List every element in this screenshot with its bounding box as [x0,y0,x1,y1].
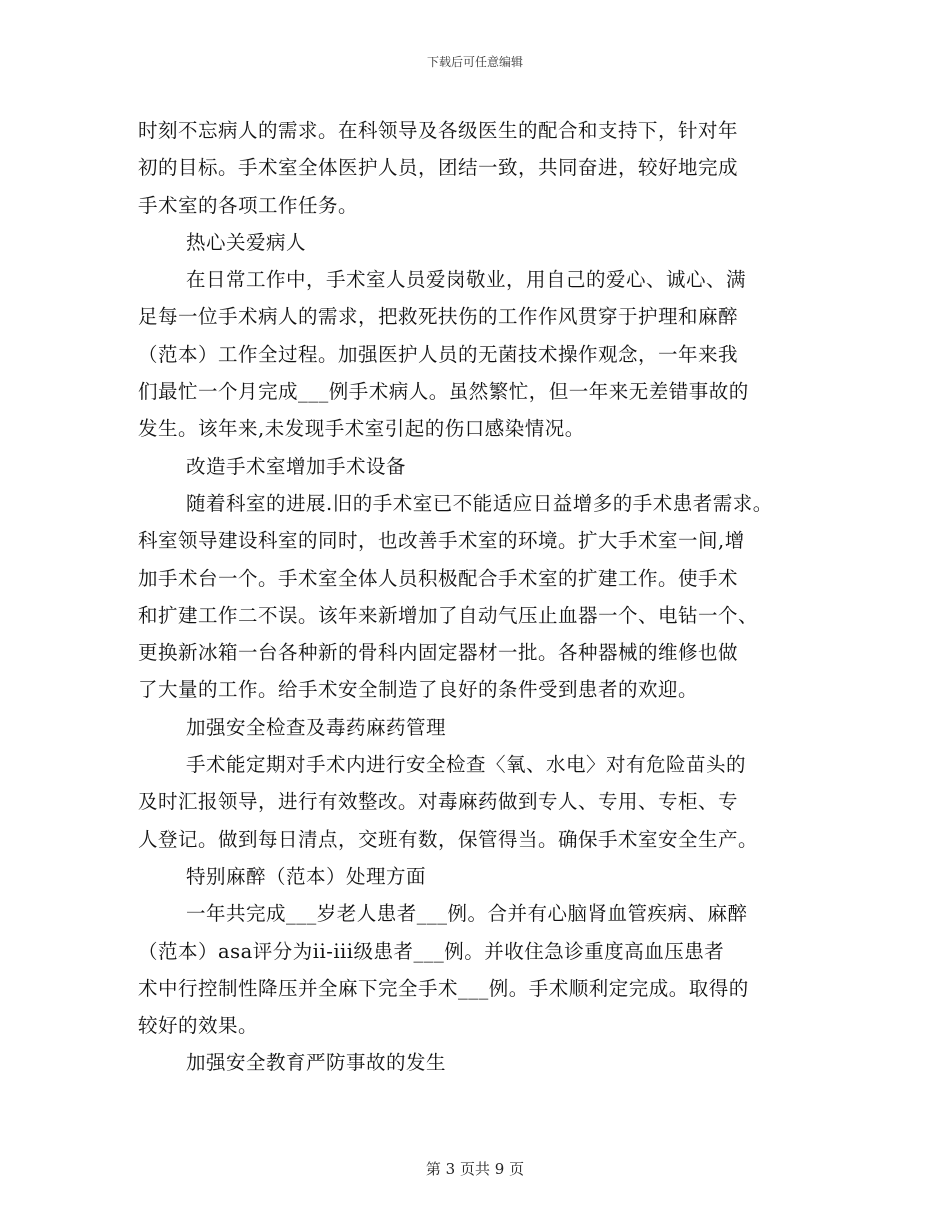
text-line: 随着科室的进展.旧的手术室已不能适应日益增多的手术患者需求。 [186,491,773,515]
text-line: 发生。该年来,未发现手术室引起的伤口感染情况。 [138,417,585,441]
text-line: （范本）工作全过程。加强医护人员的无菌技术操作观念，一年来我 [138,342,739,366]
text-line: 更换新冰箱一台各种新的骨科内固定器材一批。各种器械的维修也做 [138,641,739,665]
text-line: 们最忙一个月完成___例手术病人。虽然繁忙，但一年来无差错事故的 [138,380,749,404]
text-line: 特别麻醉（范本）处理方面 [186,864,427,888]
text-line: 科室领导建设科室的同时，也改善手术室的环境。扩大手术室一间,增 [138,529,745,553]
text-line: 加手术台一个。手术室全体人员积极配合手术室的扩建工作。使手术 [138,566,739,590]
text-line: 加强安全教育严防事故的发生 [186,1051,447,1075]
page-footer: 第 3 页共 9 页 [425,1160,525,1178]
text-line: 初的目标。手术室全体医护人员，团结一致，共同奋进，较好地完成 [138,156,739,180]
text-line: 在日常工作中，手术室人员爱岗敬业，用自己的爱心、诚心、满 [186,268,747,292]
text-line: 加强安全检查及毒药麻药管理 [186,715,447,739]
text-line: 改造手术室增加手术设备 [186,454,407,478]
text-line: 热心关爱病人 [186,230,307,254]
text-line: （范本）asa评分为ii-iii级患者___例。并收住急诊重度高血压患者 [138,939,725,963]
page-header: 下载后可任意编辑 [426,55,523,69]
text-line: 人登记。做到每日清点，交班有数，保管得当。确保手术室安全生产。 [138,827,759,851]
text-line: 较好的效果。 [138,1014,259,1038]
text-line: 足每一位手术病人的需求，把救死扶伤的工作作风贯穿于护理和麻醉 [138,305,739,329]
text-line: 及时汇报领导，进行有效整改。对毒麻药做到专人、专用、专柜、专 [138,790,739,814]
text-line: 了大量的工作。给手术安全制造了良好的条件受到患者的欢迎。 [138,678,699,702]
text-line: 手术能定期对手术内进行安全检查〈氧、水电〉对有危险苗头的 [186,753,747,777]
text-line: 一年共完成___岁老人患者___例。合并有心脑肾血管疾病、麻醉 [186,902,748,926]
text-line: 和扩建工作二不误。该年来新增加了自动气压止血器一个、电钻一个、 [138,603,759,627]
text-line: 手术室的各项工作任务。 [138,193,359,217]
text-line: 时刻不忘病人的需求。在科领导及各级医生的配合和支持下，针对年 [138,119,739,142]
text-line: 术中行控制性降压并全麻下完全手术___例。手术顺利定完成。取得的 [138,976,749,1000]
document-body [138,112,818,1082]
